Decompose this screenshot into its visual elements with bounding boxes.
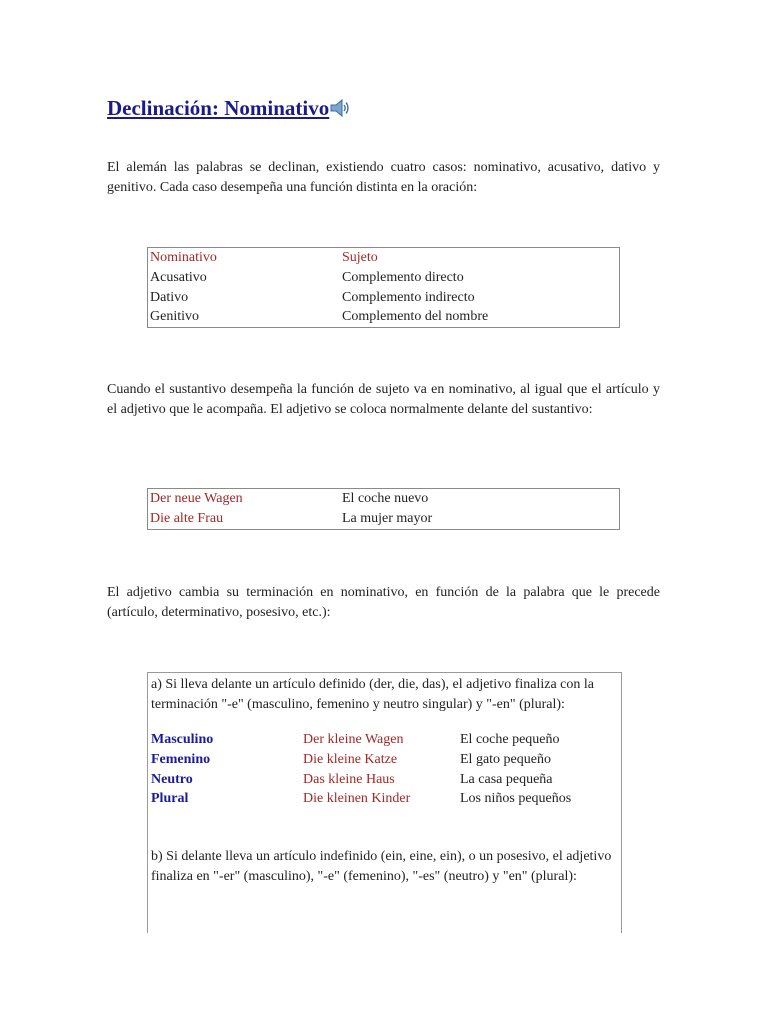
spanish-cell: El gato pequeño [460,751,551,767]
case-cell: Acusativo [150,269,207,285]
function-cell: Complemento directo [342,269,464,285]
speaker-icon[interactable] [330,97,350,119]
german-cell: Die kleinen Kinder [303,791,411,807]
table-row [148,268,620,288]
function-cell: Complemento del nombre [342,309,489,325]
spanish-cell: El coche pequeño [460,732,560,747]
table-row [151,750,571,770]
rule-a-text: a) Si lleva delante un artículo definido (der, die, das), el adjetivo finaliza con la terminación "-e" (masculino, femenino y neutro singular) y "-en" (plural): [151,677,594,712]
case-cell: Nominativo [150,250,217,265]
table-row [151,789,571,809]
gender-cell: Plural [151,791,189,807]
table-row [148,509,620,529]
gender-cell: Masculino [151,732,214,747]
function-cell: Sujeto [342,250,378,265]
spanish-cell: Los niños pequeños [460,791,572,807]
subject-paragraph: Cuando el sustantivo desempeña la función de sujeto va en nominativo, al igual que el artículo y el adjetivo que le acompaña. El adjetivo se coloca normalmente delante del sustantivo: [107,382,660,417]
table-row [151,730,571,750]
table-row [148,288,620,308]
spanish-cell: La casa pequeña [460,771,553,787]
table-row [151,770,571,790]
gender-cell: Neutro [151,771,193,787]
table-row [148,248,620,268]
function-cell: Complemento indirecto [342,289,475,305]
intro-paragraph: El alemán las palabras se declinan, existiendo cuatro casos: nominativo, acusativo, dativo y genitivo. Cada caso desempeña una función distinta en la oración: [107,160,660,195]
examples-table [147,488,620,530]
german-cell: Die alte Frau [150,510,224,526]
german-cell: Das kleine Haus [303,771,395,787]
declension-panel [147,672,622,933]
german-cell: Der kleine Wagen [303,732,404,747]
table-row [148,489,620,509]
german-cell: Die kleine Katze [303,751,398,767]
cases-table [147,247,620,328]
case-cell: Genitivo [150,309,199,325]
adjective-paragraph: El adjetivo cambia su terminación en nominativo, en función de la palabra que le precede (artículo, determinativo, posesivo, etc.): [107,585,660,620]
gender-cell: Femenino [151,751,211,767]
case-cell: Dativo [150,289,189,305]
german-cell: Der neue Wagen [150,491,243,506]
title-text: Declinación: Nominativo [107,96,330,120]
page-title [107,96,350,121]
spanish-cell: La mujer mayor [342,510,433,526]
spanish-cell: El coche nuevo [342,491,429,506]
table-row [148,307,620,327]
definite-article-examples [151,730,571,809]
rule-b-text: b) Si delante lleva un artículo indefinido (ein, eine, ein), o un posesivo, el adjetivo finaliza en "-er" (masculino), "-e" (femenino), "-es" (neutro) y "en" (plural): [151,849,612,884]
